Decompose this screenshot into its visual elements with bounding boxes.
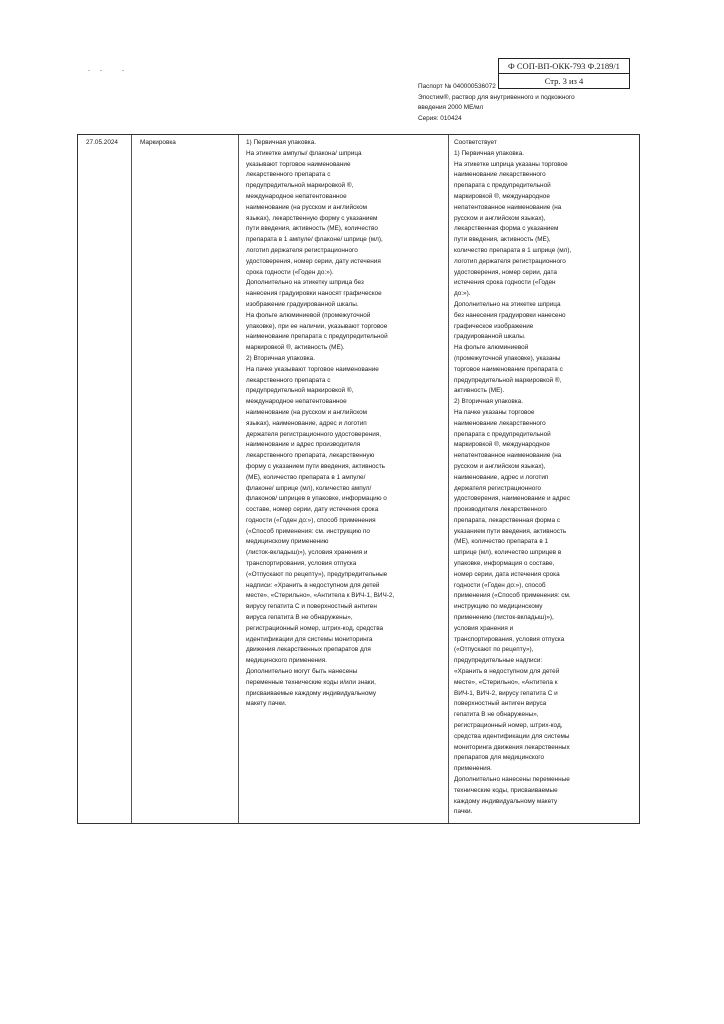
requirement-line: флаконе/ шприце (мл), количество ампул/ bbox=[246, 484, 372, 492]
product-name: Эпостим®, раствор для внутривенного и подкожного bbox=[418, 93, 575, 101]
requirement-line: изображение градуированной шкалы. bbox=[246, 300, 359, 308]
result-line: предупредительной маркировкой ®, bbox=[454, 376, 562, 384]
result-line: мониторинга движения лекарственных bbox=[454, 743, 570, 751]
result-line: номер серии, дата истечения срока bbox=[454, 570, 560, 578]
document-code: Ф СОП-ВП-ОКК-793 Ф.2189/1 bbox=[498, 58, 630, 74]
requirement-line: языках), лекарственную форму с указанием bbox=[246, 214, 378, 222]
requirement-line: Дополнительно могут быть нанесены bbox=[246, 668, 358, 676]
requirement-line: вирусу гепатита С и поверхностный антиген bbox=[246, 603, 377, 611]
requirement-line: медицинскому применению bbox=[246, 538, 329, 546]
requirement-line: идентификации для системы мониторинга bbox=[246, 635, 373, 643]
requirement-line: международное непатентованное bbox=[246, 192, 347, 200]
requirement-line: предупредительной маркировкой ®, bbox=[246, 387, 354, 395]
result-line: На пачке указаны торговое bbox=[454, 408, 535, 416]
result-line: количество препарата в 1 шприце (мл), bbox=[454, 246, 572, 254]
requirement-line: держателя регистрационного удостоверения, bbox=[246, 430, 382, 438]
scan-speck bbox=[88, 70, 90, 71]
requirement-line: На фольге алюминиевой (промежуточной bbox=[246, 311, 371, 319]
result-line: пачки. bbox=[454, 808, 473, 816]
result-line: удостоверения, наименование и адрес bbox=[454, 495, 570, 503]
requirement-line: переменные технические коды и/или знаки, bbox=[246, 678, 376, 686]
result-line: наименование лекарственного bbox=[454, 171, 546, 179]
requirement-line: маркировкой ®, активность (МЕ). bbox=[246, 344, 345, 352]
parameter-cell: Маркировка bbox=[140, 139, 176, 146]
requirement-line: медицинского применения. bbox=[246, 657, 327, 665]
requirement-line: лекарственного препарата, лекарственную bbox=[246, 452, 375, 460]
requirement-line: месте», «Стерильно», «Антитела к ВИЧ-1, ВИЧ-2, bbox=[246, 592, 395, 600]
requirement-line: наименование препарата с предупредительной bbox=[246, 333, 388, 341]
passport-number: Паспорт № 040000536072 bbox=[418, 83, 496, 90]
page-number: Стр. 3 из 4 bbox=[498, 74, 630, 89]
requirement-line: языках), наименование, адрес и логотип bbox=[246, 419, 367, 427]
result-line: производителя лекарственного bbox=[454, 506, 547, 514]
requirement-line: наименование (на русском и английском bbox=[246, 203, 368, 211]
result-line: наименование лекарственного bbox=[454, 419, 546, 427]
result-line: (МЕ), количество препарата в 1 bbox=[454, 538, 549, 546]
result-line: до:»). bbox=[454, 290, 471, 298]
result-line: непатентованное наименование (на bbox=[454, 203, 562, 211]
requirement-line: На этикетке ампулы/ флакона/ шприца bbox=[246, 149, 362, 157]
requirement-line: движения лекарственных препаратов для bbox=[246, 646, 371, 654]
result-line: технические коды, присваиваемые bbox=[454, 786, 558, 794]
result-line: гепатита В не обнаружены», bbox=[454, 711, 539, 719]
requirement-line: макету пачки. bbox=[246, 700, 287, 708]
result-line: шприце (мл), количество шприцев в bbox=[454, 549, 562, 557]
result-line: градуированной шкалы. bbox=[454, 333, 526, 341]
requirement-cell bbox=[246, 138, 444, 710]
result-line: Дополнительно нанесены переменные bbox=[454, 776, 570, 784]
result-line: активность (МЕ). bbox=[454, 387, 505, 395]
scan-speck bbox=[100, 70, 102, 71]
column-divider bbox=[131, 135, 132, 823]
result-line: применению (листок-вкладыш)»), bbox=[454, 614, 554, 622]
result-line: На этикетке шприца указаны торговое bbox=[454, 160, 568, 168]
requirement-line: предупредительной маркировкой ®, bbox=[246, 182, 354, 190]
result-line: логотип держателя регистрационного bbox=[454, 257, 566, 265]
requirement-line: (листок-вкладыш)»), условия хранения и bbox=[246, 549, 368, 557]
result-line: препарата с предупредительной bbox=[454, 430, 551, 438]
result-line: (промежуточной упаковке), указаны bbox=[454, 354, 561, 362]
requirement-line: надписи: «Хранить в недоступном для детей bbox=[246, 581, 380, 589]
result-line: применения («Способ применения: см. bbox=[454, 592, 571, 600]
result-line: графическое изображение bbox=[454, 322, 534, 330]
requirement-line: регистрационный номер, штрих-код, средства bbox=[246, 624, 384, 632]
result-line: («Отпускают по рецепту»), bbox=[454, 646, 534, 654]
requirement-line: составе, номер серии, дату истечения срока bbox=[246, 506, 379, 514]
batch-number: Серия: 010424 bbox=[418, 114, 462, 122]
requirement-line: («Способ применения: см. инструкцию по bbox=[246, 527, 370, 535]
result-line: ВИЧ-1, ВИЧ-2, вирусу гепатита С и bbox=[454, 689, 558, 697]
result-line: маркировкой ®, международное bbox=[454, 192, 550, 200]
result-cell bbox=[454, 138, 638, 818]
requirement-line: лекарственного препарата с bbox=[246, 376, 331, 384]
requirement-line: («Отпускают по рецепту»), предупредительные bbox=[246, 570, 388, 578]
requirement-line: форму с указанием пути введения, активность bbox=[246, 462, 385, 470]
result-line: маркировкой ®, международное bbox=[454, 441, 550, 449]
result-line: пути введения, активность (МЕ), bbox=[454, 236, 551, 244]
result-line: инструкцию по медицинскому bbox=[454, 603, 543, 611]
result-line: удостоверения, номер серии, дата bbox=[454, 268, 557, 276]
requirement-line: международное непатентованное bbox=[246, 398, 347, 406]
result-line: наименование, адрес и логотип bbox=[454, 473, 549, 481]
result-line: На фольге алюминиевой bbox=[454, 344, 529, 352]
result-line: средства идентификации для системы bbox=[454, 732, 570, 740]
requirement-line: пути введения, активность (МЕ), количество bbox=[246, 225, 378, 233]
product-name-cont: введения 2000 МЕ/мл bbox=[418, 104, 484, 111]
result-line: месте», «Стерильно», «Антитела к bbox=[454, 678, 558, 686]
result-line: указанием пути введения, активность bbox=[454, 527, 567, 535]
result-line: держателя регистрационного bbox=[454, 484, 542, 492]
requirement-line: 2) Вторичная упаковка. bbox=[246, 354, 315, 362]
result-line: регистрационный номер, штрих-код, bbox=[454, 722, 563, 730]
result-line: предупредительные надписи: bbox=[454, 657, 543, 665]
scan-speck bbox=[122, 70, 124, 71]
column-divider bbox=[238, 135, 239, 823]
requirement-line: (МЕ), количество препарата в 1 ампуле/ bbox=[246, 473, 366, 481]
requirement-line: годности («Годен до:»), способ применения bbox=[246, 516, 376, 524]
result-line: годности («Годен до:»), способ bbox=[454, 581, 546, 589]
result-line: применения. bbox=[454, 765, 492, 773]
requirement-line: 1) Первичная упаковка. bbox=[246, 139, 317, 146]
result-line: русском и английском языках), bbox=[454, 214, 546, 222]
result-line: поверхностный антиген вируса bbox=[454, 700, 547, 708]
date-cell: 27.05.2024 bbox=[86, 139, 118, 146]
requirement-line: удостоверения, номер серии, дату истечения bbox=[246, 257, 381, 265]
result-line: Дополнительно на этикетке шприца bbox=[454, 300, 561, 308]
result-line: 2) Вторичная упаковка. bbox=[454, 398, 523, 406]
requirement-line: лекарственного препарата с bbox=[246, 171, 331, 179]
requirement-line: логотип держателя регистрационного bbox=[246, 246, 358, 254]
requirement-line: наименование (на русском и английском bbox=[246, 408, 368, 416]
requirement-line: Дополнительно на этикетку шприца без bbox=[246, 279, 364, 287]
result-line: торговое наименование препарата с bbox=[454, 365, 563, 373]
result-line: препарата с предупредительной bbox=[454, 182, 551, 190]
requirement-line: препарата в 1 ампуле/ флаконе/ шприце (мл), bbox=[246, 236, 383, 244]
requirement-line: наименование и адрес производителя bbox=[246, 441, 361, 449]
requirement-line: флаконов/ шприцев в упаковке, информацию о bbox=[246, 495, 387, 503]
result-line: истечения срока годности («Годен bbox=[454, 279, 556, 287]
test-results-table bbox=[77, 134, 640, 824]
requirement-line: присваиваемые каждому индивидуальному bbox=[246, 689, 377, 697]
requirement-line: срока годности («Годен до:»). bbox=[246, 268, 334, 276]
result-line: 1) Первичная упаковка. bbox=[454, 149, 525, 157]
requirement-line: нанесения градуировки наносят графическое bbox=[246, 290, 382, 298]
column-divider bbox=[448, 135, 449, 823]
result-line: без нанесения градуировки нанесено bbox=[454, 311, 566, 319]
requirement-line: транспортирования, условия отпуска bbox=[246, 560, 357, 568]
result-line: лекарственная форма с указанием bbox=[454, 225, 559, 233]
requirement-line: На пачке указывают торговое наименование bbox=[246, 365, 379, 373]
requirement-line: указывают торговое наименование bbox=[246, 160, 351, 168]
result-line: непатентованное наименование (на bbox=[454, 452, 562, 460]
result-line: Соответствует bbox=[454, 139, 497, 146]
result-line: условия хранения и bbox=[454, 624, 514, 632]
result-line: транспортирования, условия отпуска bbox=[454, 635, 565, 643]
result-line: каждому индивидуальному макету bbox=[454, 797, 558, 805]
result-line: «Хранить в недоступном для детей bbox=[454, 668, 560, 676]
result-line: упаковке, информация о составе, bbox=[454, 560, 555, 568]
passport-header bbox=[418, 82, 598, 124]
result-line: препарата, лекарственная форма с bbox=[454, 516, 560, 524]
result-line: русском и английском языках), bbox=[454, 462, 546, 470]
requirement-line: вируса гепатита В не обнаружены», bbox=[246, 614, 353, 622]
requirement-line: упаковке), при ее наличии, указывают торговое bbox=[246, 322, 388, 330]
result-line: препаратов для медицинского bbox=[454, 754, 545, 762]
